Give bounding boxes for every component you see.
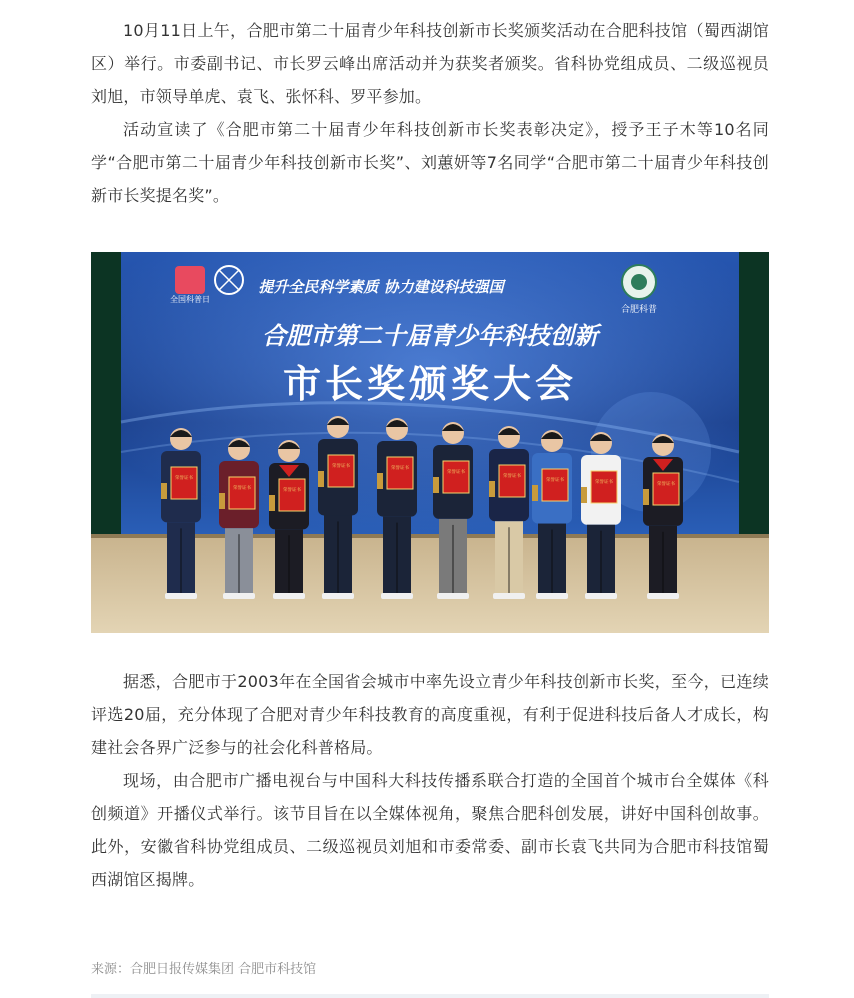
student-figure [581, 432, 621, 599]
divider [91, 994, 769, 998]
article-source: 来源：合肥日报传媒集团 合肥市科技馆 [91, 962, 317, 977]
paragraph: 据悉，合肥市于2003年在全国省会城市中率先设立青少年科技创新市长奖，至今，已连续评选20届，充分体现了合肥对青少年科技教育的高度重视，有利于促进科技后备人才成长，构建社会各界广泛参与的社会化科普格局。 [91, 672, 769, 757]
science-day-logo-icon [175, 266, 205, 294]
certificate-label: 荣誉证书 [503, 474, 521, 479]
left-logo-text: 全国科普日 [170, 295, 210, 304]
certificate-label: 荣誉证书 [657, 482, 675, 487]
banner-title-line-1: 合肥市第二十届青少年科技创新 [262, 322, 598, 350]
banner-slogan: 提升全民科学素质 协力建设科技强国 [258, 278, 504, 296]
student-figure [377, 418, 417, 599]
student-figure [318, 416, 358, 599]
paragraph: 现场，由合肥市广播电视台与中国科大科技传播系联合打造的全国首个城市台全媒体《科创频道》开播仪式举行。该节目旨在以全媒体视角，聚焦合肥科创发展，讲好中国科创故事。此外，安徽省科协党组成员、二级巡视员刘旭和市委常委、副市长袁飞共同为合肥市科技馆蜀西湖馆区揭牌。 [91, 771, 769, 889]
certificate-label: 荣誉证书 [332, 464, 350, 469]
article-intro [91, 14, 769, 212]
student-figure [532, 430, 572, 599]
student-figure [643, 434, 683, 599]
student-figure [489, 426, 529, 599]
paragraph: 10月11日上午，合肥市第二十届青少年科技创新市长奖颁奖活动在合肥科技馆（蜀西湖馆区）举行。市委副书记、市长罗云峰出席活动并为获奖者颁奖。省科协党组成员、二级巡视员刘旭，市领导单虎、袁飞、张怀科、罗平参加。 [91, 21, 769, 106]
article-body [91, 665, 769, 896]
certificate-label: 荣誉证书 [595, 480, 613, 485]
right-logo-text: 合肥科普 [620, 305, 658, 315]
student-figure [219, 438, 259, 599]
student-figure [161, 428, 201, 599]
student-figure [433, 422, 473, 599]
banner-title-line-2: 市长奖颁奖大会 [282, 361, 578, 406]
photo-illustration [91, 252, 769, 633]
award-ceremony-photo [91, 252, 769, 633]
certificate-label: 荣誉证书 [391, 466, 409, 471]
certificate-label: 荣誉证书 [283, 488, 301, 493]
certificate-label: 荣誉证书 [447, 470, 465, 475]
student-figure [269, 440, 309, 599]
certificate-label: 荣誉证书 [233, 486, 251, 491]
certificate-label: 荣誉证书 [175, 476, 193, 481]
certificate-label: 荣誉证书 [546, 478, 564, 483]
paragraph: 活动宣读了《合肥市第二十届青少年科技创新市长奖表彰决定》，授予王子木等10名同学“合肥市第二十届青少年科技创新市长奖”、刘蕙妍等7名同学“合肥市第二十届青少年科技创新市长奖提名奖”。 [91, 120, 769, 205]
